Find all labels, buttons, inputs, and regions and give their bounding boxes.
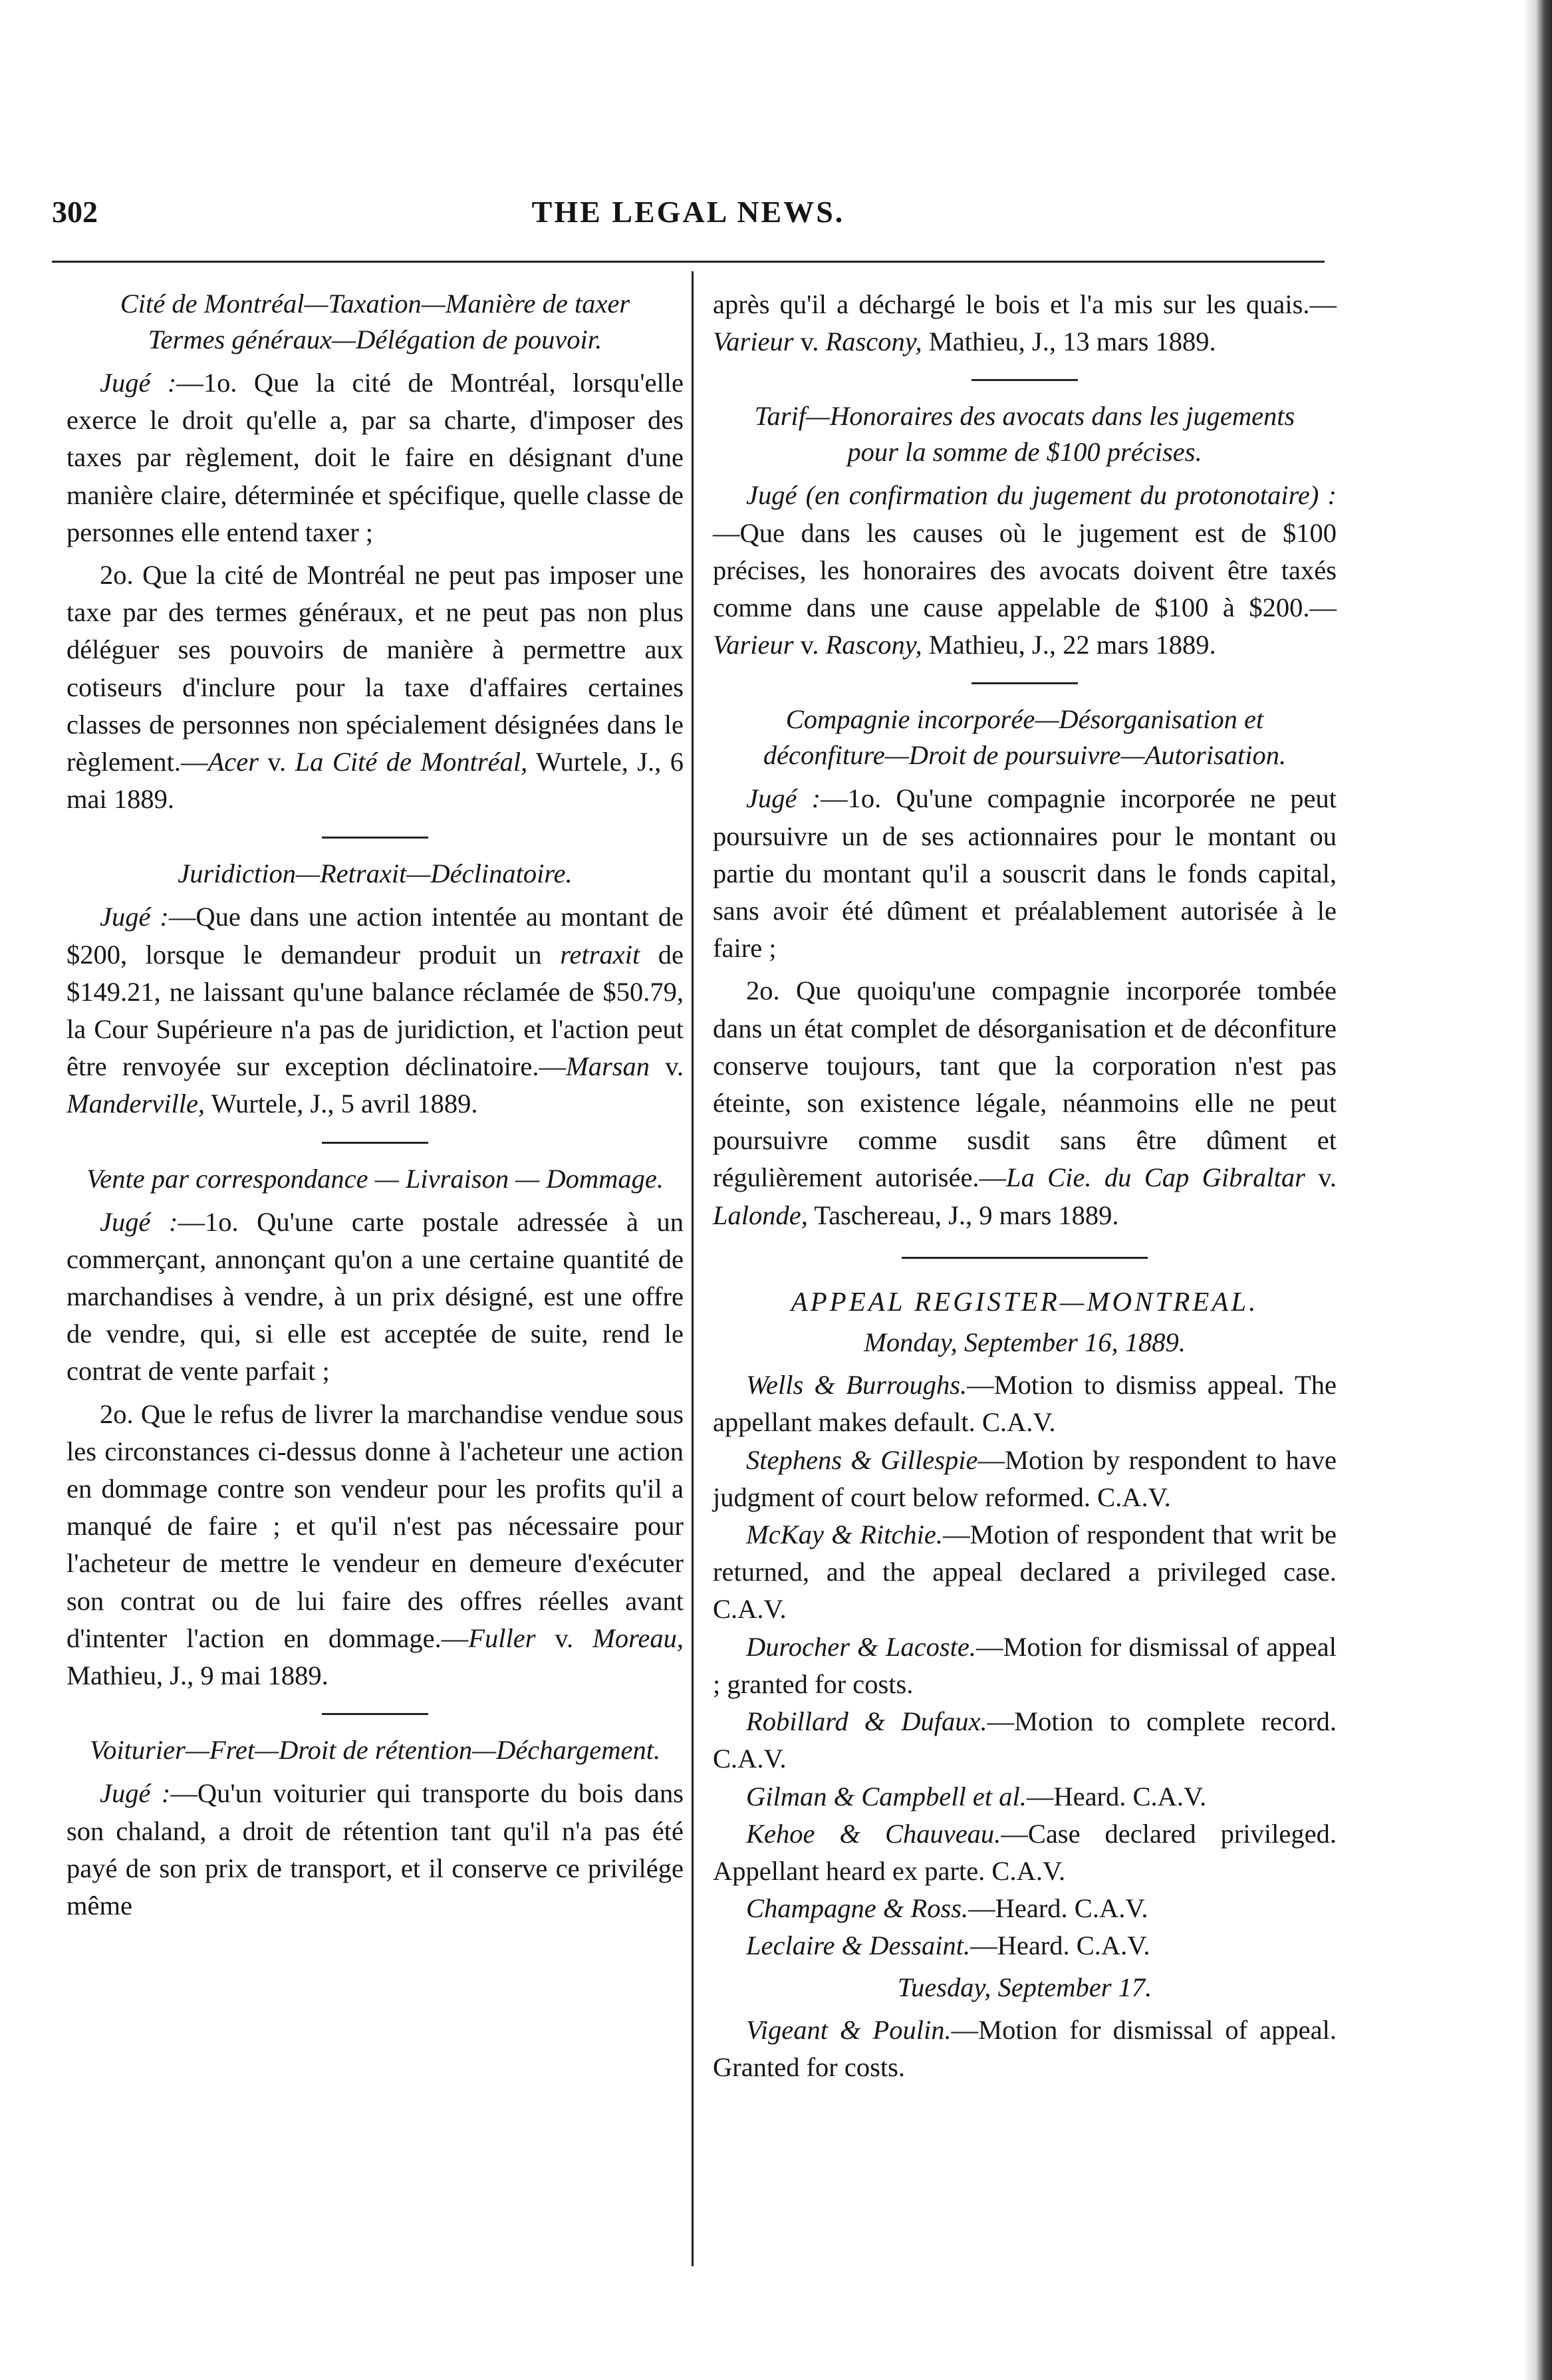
case-party: Rascony, [825, 630, 922, 660]
section-heading-taxation: Cité de Montréal—Taxation—Manière de taxer Termes généraux—Délégation de pouvoir. [120, 289, 630, 354]
register-entry [713, 2012, 1337, 2086]
entry-parties: Stephens & Gillespie [746, 1444, 978, 1475]
case-party: Varieur [713, 327, 794, 357]
case-party: Fuller [468, 1623, 536, 1653]
entry-text: —Motion for dismissal of appeal. Granted for costs. [713, 2014, 1337, 2082]
entry-text: —Heard. C.A.V. [970, 1930, 1150, 1961]
section-heading-vente: Vente par correspondance — Livraison — Dommage. [86, 1163, 664, 1194]
case-party: Lalonde, [713, 1200, 808, 1230]
column-divider [692, 271, 694, 2266]
section-rule [322, 1713, 428, 1715]
entry-parties: Vigeant & Poulin. [746, 2014, 952, 2045]
entry-parties: Gilman & Campbell et al. [746, 1781, 1027, 1811]
register-entry [713, 1629, 1337, 1703]
paragraph: Jugé :—Que dans une action intentée au montant de $200, lorsque le demandeur produit un retraxit de $149.21, ne laissant qu'une balance réclamée de $50.79, la Cour Supérieure n'a pas de juridiction, et l'action peut être renvoyée sur exception déclinatoire.—Marsan v. Manderville, Wurtele, J., 5 avril 1889. [66, 902, 684, 1119]
entry-parties: Leclaire & Dessaint. [746, 1930, 971, 1961]
right-column [713, 286, 1337, 2086]
register-entries-tuesday [713, 2012, 1337, 2086]
paragraph: Jugé :—1o. Qu'une compagnie incorporée ne peut poursuivre un de ses actionnaires pour le montant ou partie du montant qu'il a souscrit dans le fonds capital, sans avoir été dûment et préalablement autorisée à le faire ; [713, 783, 1337, 964]
entry-parties: Durocher & Lacoste. [746, 1631, 976, 1662]
entry-text: —Case declared privileged. Appellant heard ex parte. C.A.V. [713, 1818, 1337, 1886]
register-entry [713, 1442, 1337, 1516]
case-party: Rascony, [825, 327, 922, 357]
entry-parties: Wells & Burroughs. [746, 1370, 968, 1400]
entry-text: —Motion to complete record. C.A.V. [713, 1706, 1337, 1774]
paragraph: Jugé :—1o. Qu'une carte postale adressée à un commerçant, annonçant qu'on a une certaine quantité de marchandises à vendre, à un prix désigné, est une offre de vendre, qui, si elle est acceptée de suite, rend le contrat de vente parfait ; [66, 1206, 684, 1387]
entry-parties: Robillard & Dufaux. [746, 1706, 987, 1737]
entry-parties: Champagne & Ross. [746, 1893, 969, 1924]
page-number: 302 [52, 195, 98, 229]
entry-text: —Motion to dismiss appeal. The appellant makes default. C.A.V. [713, 1370, 1337, 1438]
header-rule [52, 261, 1325, 263]
section-rule [322, 837, 428, 839]
register-entry [713, 1778, 1337, 1815]
case-party: La Cité de Montréal, [295, 747, 528, 777]
paragraph: Jugé (en confirmation du jugement du protonotaire) :—Que dans les causes où le jugement est de $100 précises, les honoraires des avocats doivent être taxés comme dans une cause appelable de $100 à $200.—Varieur v. Rascony, Mathieu, J., 22 mars 1889. [713, 480, 1337, 660]
juge-label: Jugé : [746, 783, 821, 814]
paragraph: 2o. Que le refus de livrer la marchandise vendue sous les circonstances ci-dessus donne à l'acheteur une action en dommage contre son vendeur pour les profits qu'il a manqué de faire ; et qu'il n'est pas nécessaire pour l'acheteur de mettre le vendeur en demeure d'exécuter son contrat ou de lui faire des offres réelles avant d'intenter l'action en dommage.—Fuller v. Moreau, Mathieu, J., 9 mai 1889. [66, 1398, 684, 1691]
paragraph: Jugé :—1o. Que la cité de Montréal, lorsqu'elle exerce le droit qu'elle a, par sa charte, d'imposer des taxes par règlement, doit le faire en désignant d'une manière claire, déterminée et spécifique, quelle classe de personnes elle entend taxer ; [66, 368, 684, 547]
register-entry [713, 1815, 1337, 1890]
entry-parties: Kehoe & Chauveau. [746, 1818, 1001, 1849]
register-entry [713, 1927, 1337, 1964]
appeal-register-title: APPEAL REGISTER—MONTREAL. [791, 1285, 1259, 1317]
register-date: Monday, September 16, 1889. [864, 1327, 1186, 1358]
juge-label: Jugé : [100, 1206, 178, 1237]
case-party: Varieur [713, 630, 794, 660]
juge-label: Jugé : [100, 902, 169, 932]
register-entry [713, 1703, 1337, 1778]
register-entry [713, 1367, 1337, 1441]
section-heading-juridiction: Juridiction—Retraxit—Déclinatoire. [178, 859, 573, 889]
running-title: THE LEGAL NEWS. [531, 195, 845, 229]
section-heading-tarif: Tarif—Honoraires des avocats dans les jugements pour la somme de $100 précises. [754, 401, 1295, 467]
section-rule [971, 379, 1078, 381]
paragraph-continued: après qu'il a déchargé le bois et l'a mis sur les quais.—Varieur v. Rascony, Mathieu, J., 13 mars 1889. [713, 289, 1337, 357]
register-entry [713, 1890, 1337, 1927]
case-party: Acer [207, 747, 259, 777]
paragraph: Jugé :—Qu'un voiturier qui transporte du bois dans son chaland, a droit de rétention tant qu'il n'a pas été payé de son prix de transport, et il conserve ce privilége même [66, 1778, 684, 1920]
juge-label: Jugé : [100, 368, 177, 398]
section-rule [322, 1142, 428, 1144]
register-date: Tuesday, September 17. [897, 1972, 1152, 2002]
section-heading-voiturier: Voiturier—Fret—Droit de rétention—Déchargement. [89, 1735, 661, 1766]
entry-parties: McKay & Ritchie. [746, 1520, 943, 1550]
entry-text: —Motion by respondent to have judgment of court below reformed. C.A.V. [713, 1444, 1337, 1512]
paragraph: 2o. Que quoiqu'une compagnie incorporée tombée dans un état complet de désorganisation et de déconfiture conserve toujours, tant que la corporation n'est pas éteinte, son existence légale, néanmoins elle ne peut poursuivre comme susdit sans être dûment et régulièrement autorisée.—La Cie. du Cap Gibraltar v. Lalonde, Taschereau, J., 9 mars 1889. [713, 976, 1337, 1230]
page-header [52, 194, 1325, 241]
left-column [66, 286, 684, 1924]
register-rule [902, 1257, 1148, 1259]
case-party: Moreau, [592, 1623, 684, 1653]
case-party: Manderville, [66, 1089, 205, 1119]
register-entries-monday [713, 1367, 1337, 1964]
section-rule [971, 682, 1078, 684]
case-party: La Cie. du Cap Gibraltar [1006, 1162, 1305, 1193]
entry-text: —Motion for dismissal of appeal ; granted for costs. [713, 1631, 1337, 1699]
register-entry [713, 1516, 1337, 1629]
entry-text: —Heard. C.A.V. [1026, 1781, 1207, 1811]
paragraph: 2o. Que la cité de Montréal ne peut pas imposer une taxe par des termes généraux, et ne peut pas non plus déléguer ses pouvoirs de manière à permettre aux cotiseurs d'inclure pour la taxe d'affaires certaines classes de personnes non spécialement désignées dans le règlement.—Acer v. La Cité de Montréal, Wurtele, J., 6 mai 1889. [66, 560, 684, 815]
entry-text: —Motion of respondent that writ be returned, and the appeal declared a privileged case. C.A.V. [713, 1520, 1337, 1625]
entry-text: —Heard. C.A.V. [968, 1893, 1148, 1924]
juge-label: Jugé (en confirmation du jugement du protonotaire) : [746, 480, 1337, 511]
juge-label: Jugé : [100, 1778, 171, 1809]
section-heading-compagnie: Compagnie incorporée—Désorganisation et déconfiture—Droit de poursuivre—Autorisation. [763, 704, 1287, 771]
scanned-page-edge [1523, 0, 1552, 2380]
case-party: Marsan [565, 1051, 650, 1082]
